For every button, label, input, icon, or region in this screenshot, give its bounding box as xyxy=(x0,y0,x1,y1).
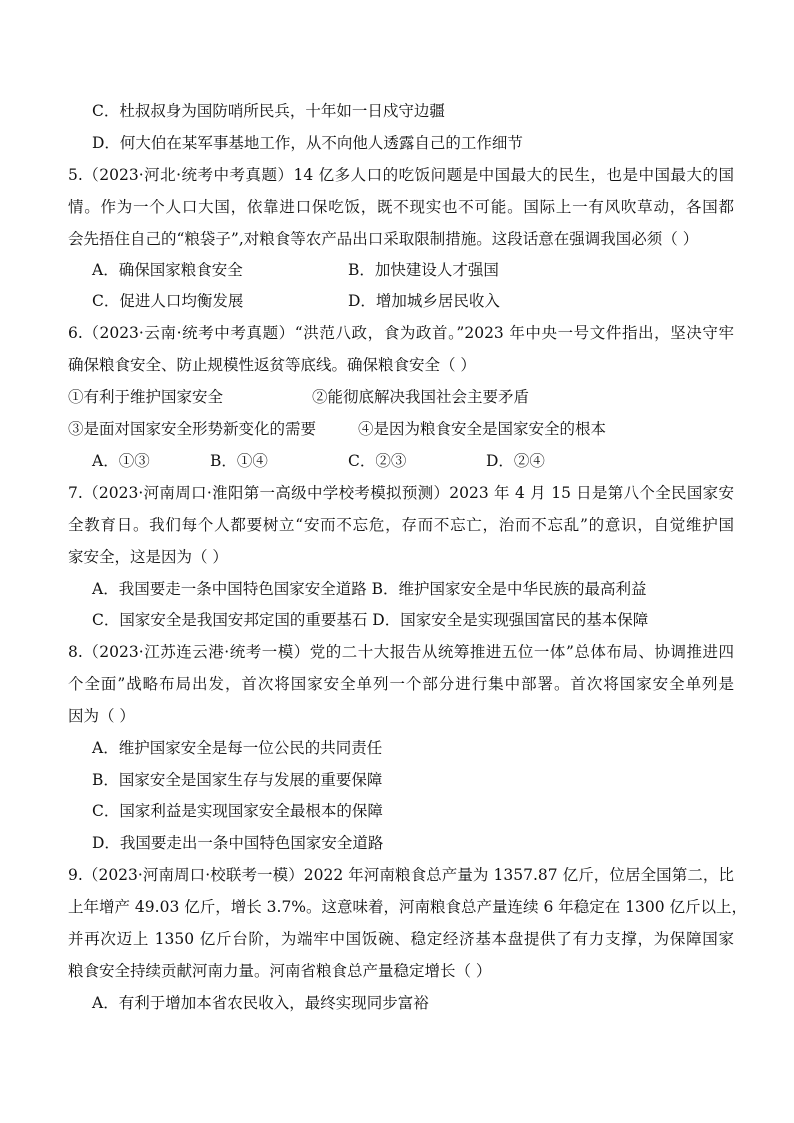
q5-stem-line-2: 情。作为一个人口大国，依靠进口保吃饭，既不现实也不可能。国际上一有风吹草动，各国都 xyxy=(68,198,734,216)
q8-stem-line-1: 8.（2023·江苏连云港·统考一模）党的二十大报告从统筹推进五位一体”总体布局、协调推进四 xyxy=(68,643,734,661)
q8-stem-line-3: 因为（ ） xyxy=(68,707,135,725)
q8-option-c: C．国家利益是实现国家安全最根本的保障 xyxy=(92,802,383,820)
q6-option-c: C．②③ xyxy=(348,452,407,470)
q9-option-a: A．有利于增加本省农民收入，最终实现同步富裕 xyxy=(92,994,429,1012)
q5-stem-line-3: 会先捂住自己的“粮袋子”,对粮食等农产品出口采取限制措施。这段话意在强调我国必须（ ） xyxy=(68,230,699,248)
q6-statement-1: ①有利于维护国家安全 xyxy=(68,388,224,406)
q6-stem-line-2: 确保粮食安全、防止规模性返贫等底线。确保粮食安全（ ） xyxy=(68,356,476,374)
q8-option-b: B．国家安全是国家生存与发展的重要保障 xyxy=(92,771,383,789)
q5-option-d: D．增加城乡居民收入 xyxy=(348,292,500,310)
q6-statement-2: ②能彻底解决我国社会主要矛盾 xyxy=(312,388,530,406)
q4-option-d: D．何大伯在某军事基地工作，从不向他人透露自己的工作细节 xyxy=(92,134,523,152)
q9-stem-line-3: 并再次迈上 1350 亿斤台阶，为端牢中国饭碗、稳定经济基本盘提供了有力支撑，为保障国家 xyxy=(68,930,734,948)
q8-option-a: A．维护国家安全是每一位公民的共同责任 xyxy=(92,739,383,757)
q6-option-a: A．①③ xyxy=(92,452,150,470)
q7-options-c-d: C．国家安全是我国安邦定国的重要基石 D．国家安全是实现强国富民的基本保障 xyxy=(92,611,649,629)
q8-option-d: D．我国要走出一条中国特色国家安全道路 xyxy=(92,834,384,852)
q4-option-c: C．杜叔叔身为国防哨所民兵，十年如一日戍守边疆 xyxy=(92,102,445,120)
q6-stem-line-1: 6.（2023·云南·统考中考真题）“洪范八政，食为政首。”2023 年中央一号文件指出，坚决守牢 xyxy=(68,324,734,342)
q9-stem-line-4: 粮食安全持续贡献河南力量。河南省粮食总产量稳定增长（ ） xyxy=(68,962,492,980)
q5-option-c: C．促进人口均衡发展 xyxy=(92,292,244,310)
q5-stem-line-1: 5.（2023·河北·统考中考真题）14 亿多人口的吃饭问题是中国最大的民生，也是中国最大的国 xyxy=(68,166,734,184)
q5-option-b: B．加快建设人才强国 xyxy=(348,261,499,279)
q7-stem-line-3: 家安全，这是因为（ ） xyxy=(68,548,228,566)
q8-stem-line-2: 个全面”战略布局出发，首次将国家安全单列一个部分进行集中部署。首次将国家安全单列是 xyxy=(68,675,734,693)
q5-option-a: A．确保国家粮食安全 xyxy=(92,261,243,279)
q9-stem-line-2: 上年增产 49.03 亿斤，增长 3.7%。这意味着，河南粮食总产量连续 6 年稳定在 1300 亿斤以上， xyxy=(68,898,748,916)
q6-option-b: B．①④ xyxy=(210,452,268,470)
q6-statement-3: ③是面对国家安全形势新变化的需要 xyxy=(68,420,317,438)
q7-stem-line-2: 全教育日。我们每个人都要树立“安而不忘危，存而不忘亡，治而不忘乱”的意识，自觉维护国 xyxy=(68,516,734,534)
q9-stem-line-1: 9.（2023·河南周口·校联考一模）2022 年河南粮食总产量为 1357.87 亿斤，位居全国第二，比 xyxy=(68,866,734,884)
q6-option-d: D．②④ xyxy=(486,452,545,470)
q7-options-a-b: A．我国要走一条中国特色国家安全道路 B．维护国家安全是中华民族的最高利益 xyxy=(92,580,647,598)
q6-statement-4: ④是因为粮食安全是国家安全的根本 xyxy=(358,420,607,438)
q7-stem-line-1: 7.（2023·河南周口·淮阳第一高级中学校考模拟预测）2023 年 4 月 15 日是第八个全民国家安 xyxy=(68,484,734,502)
